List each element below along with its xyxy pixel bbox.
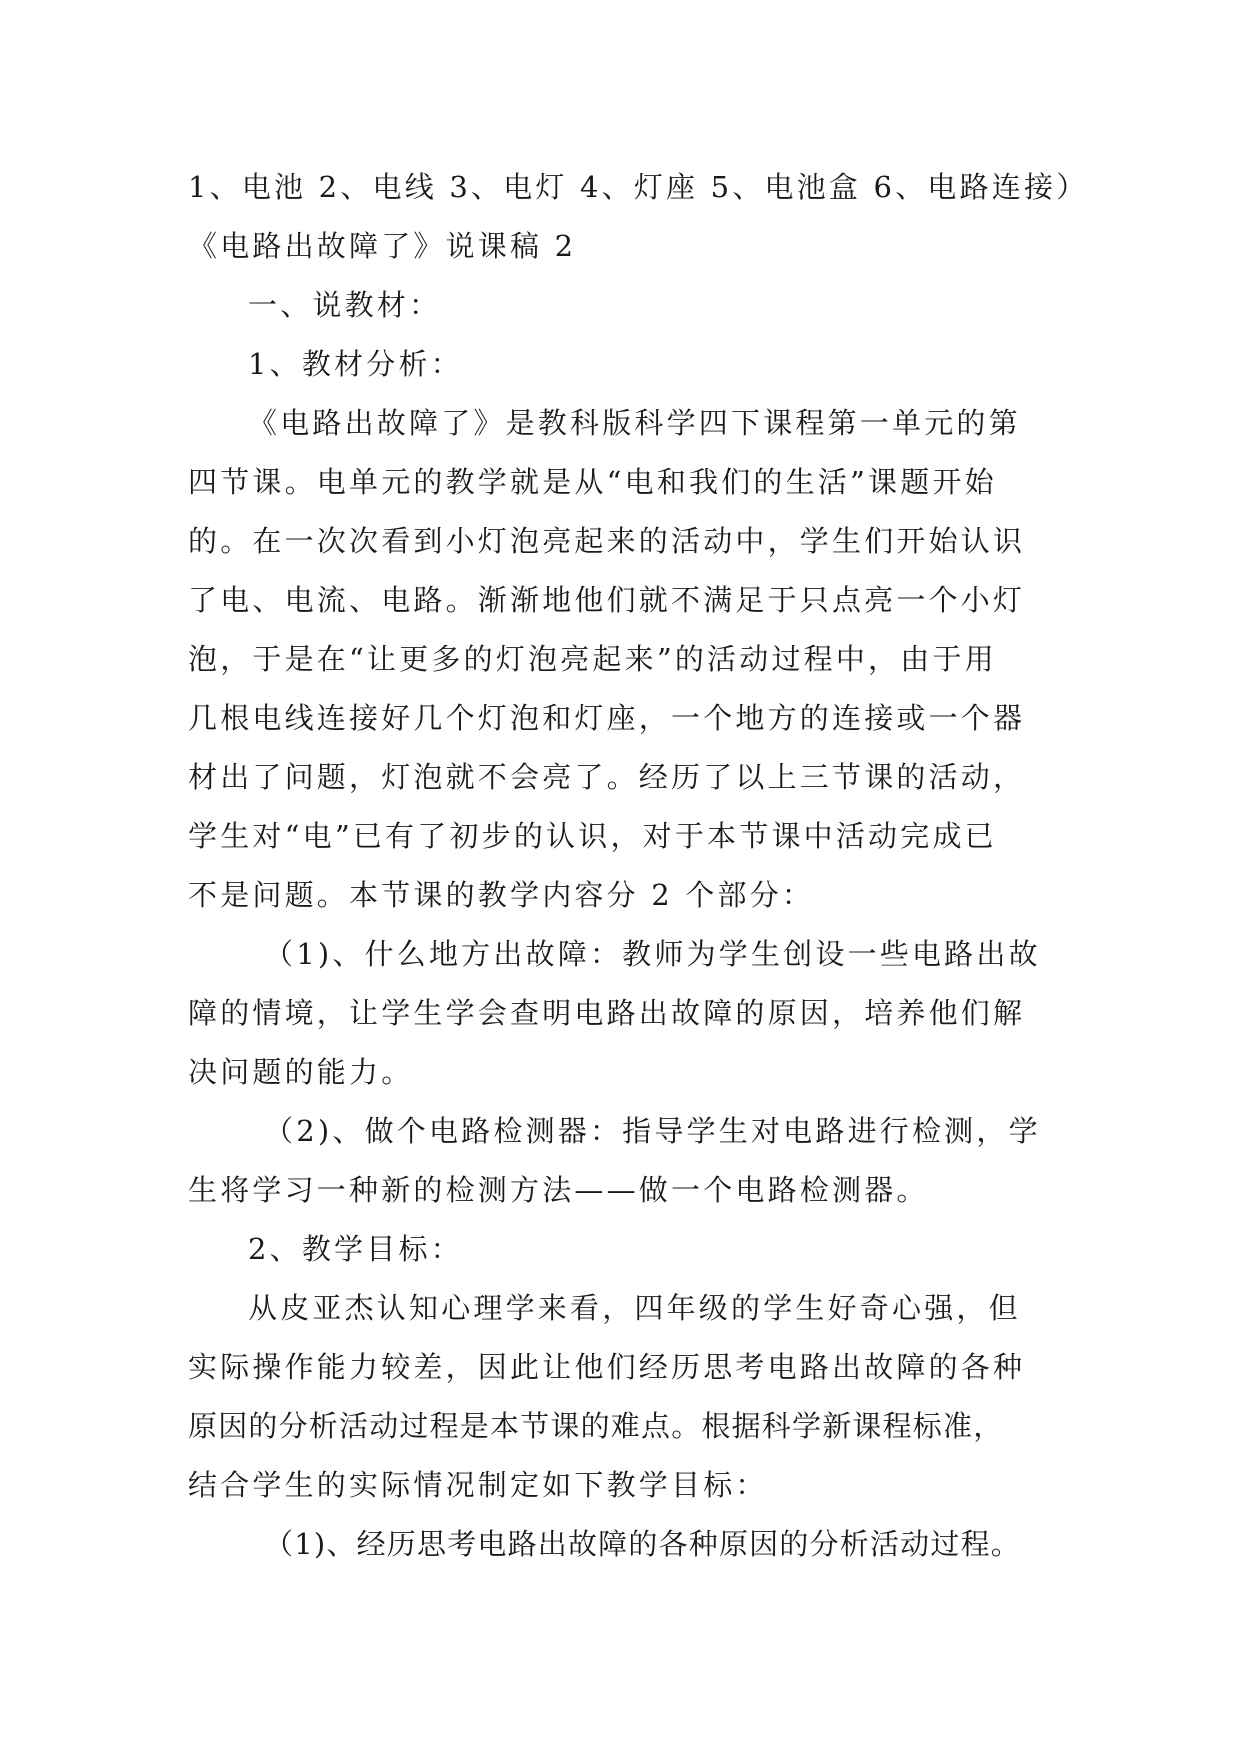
text-line: 《电路出故障了》是教科版科学四下课程第一单元的第: [248, 406, 1021, 440]
text-line: 原因的分析活动过程是本节课的难点。根据科学新课程标准，: [188, 1409, 1004, 1443]
text-line: 泡，于是在“让更多的灯泡亮起来”的活动过程中，由于用: [188, 642, 997, 676]
text-line: 生将学习一种新的检测方法——做一个电路检测器。: [188, 1173, 929, 1207]
text-line: 结合学生的实际情况制定如下教学目标：: [188, 1468, 768, 1502]
text-line: 了电、电流、电路。渐渐地他们就不满足于只点亮一个小灯: [188, 583, 1026, 617]
text-line: 决问题的能力。: [188, 1055, 414, 1089]
text-line: 的。在一次次看到小灯泡亮起来的活动中，学生们开始认识: [188, 524, 1026, 558]
list-item: （2)、做个电路检测器：指导学生对电路进行检测，学: [264, 1114, 1041, 1148]
lecture-title: 《电路出故障了》说课稿 2: [188, 229, 577, 263]
text-line: 1、电池 2、电线 3、电灯 4、灯座 5、电池盒 6、电路连接）: [188, 170, 1089, 204]
text-line: 从皮亚杰认知心理学来看，四年级的学生好奇心强，但: [248, 1291, 1021, 1325]
text-line: 学生对“电”已有了初步的认识，对于本节课中活动完成已: [188, 819, 997, 853]
text-line: 四节课。电单元的教学就是从“电和我们的生活”课题开始: [188, 465, 997, 499]
text-line: 不是问题。本节课的教学内容分 2 个部分：: [188, 878, 815, 912]
section-heading: 一、说教材：: [248, 288, 442, 322]
text-line: 几根电线连接好几个灯泡和灯座，一个地方的连接或一个器: [188, 701, 1026, 735]
list-item: （1)、经历思考电路出故障的各种原因的分析活动过程。: [264, 1527, 1021, 1561]
text-line: 材出了问题，灯泡就不会亮了。经历了以上三节课的活动，: [188, 760, 1026, 794]
text-line: 障的情境，让学生学会查明电路出故障的原因，培养他们解: [188, 996, 1026, 1030]
document-page: [188, 158, 1089, 1574]
text-line: 实际操作能力较差，因此让他们经历思考电路出故障的各种: [188, 1350, 1026, 1384]
list-item: （1)、什么地方出故障：教师为学生创设一些电路出故: [264, 937, 1041, 971]
subsection-heading: 1、教材分析：: [248, 347, 463, 381]
subsection-heading: 2、教学目标：: [248, 1232, 463, 1266]
